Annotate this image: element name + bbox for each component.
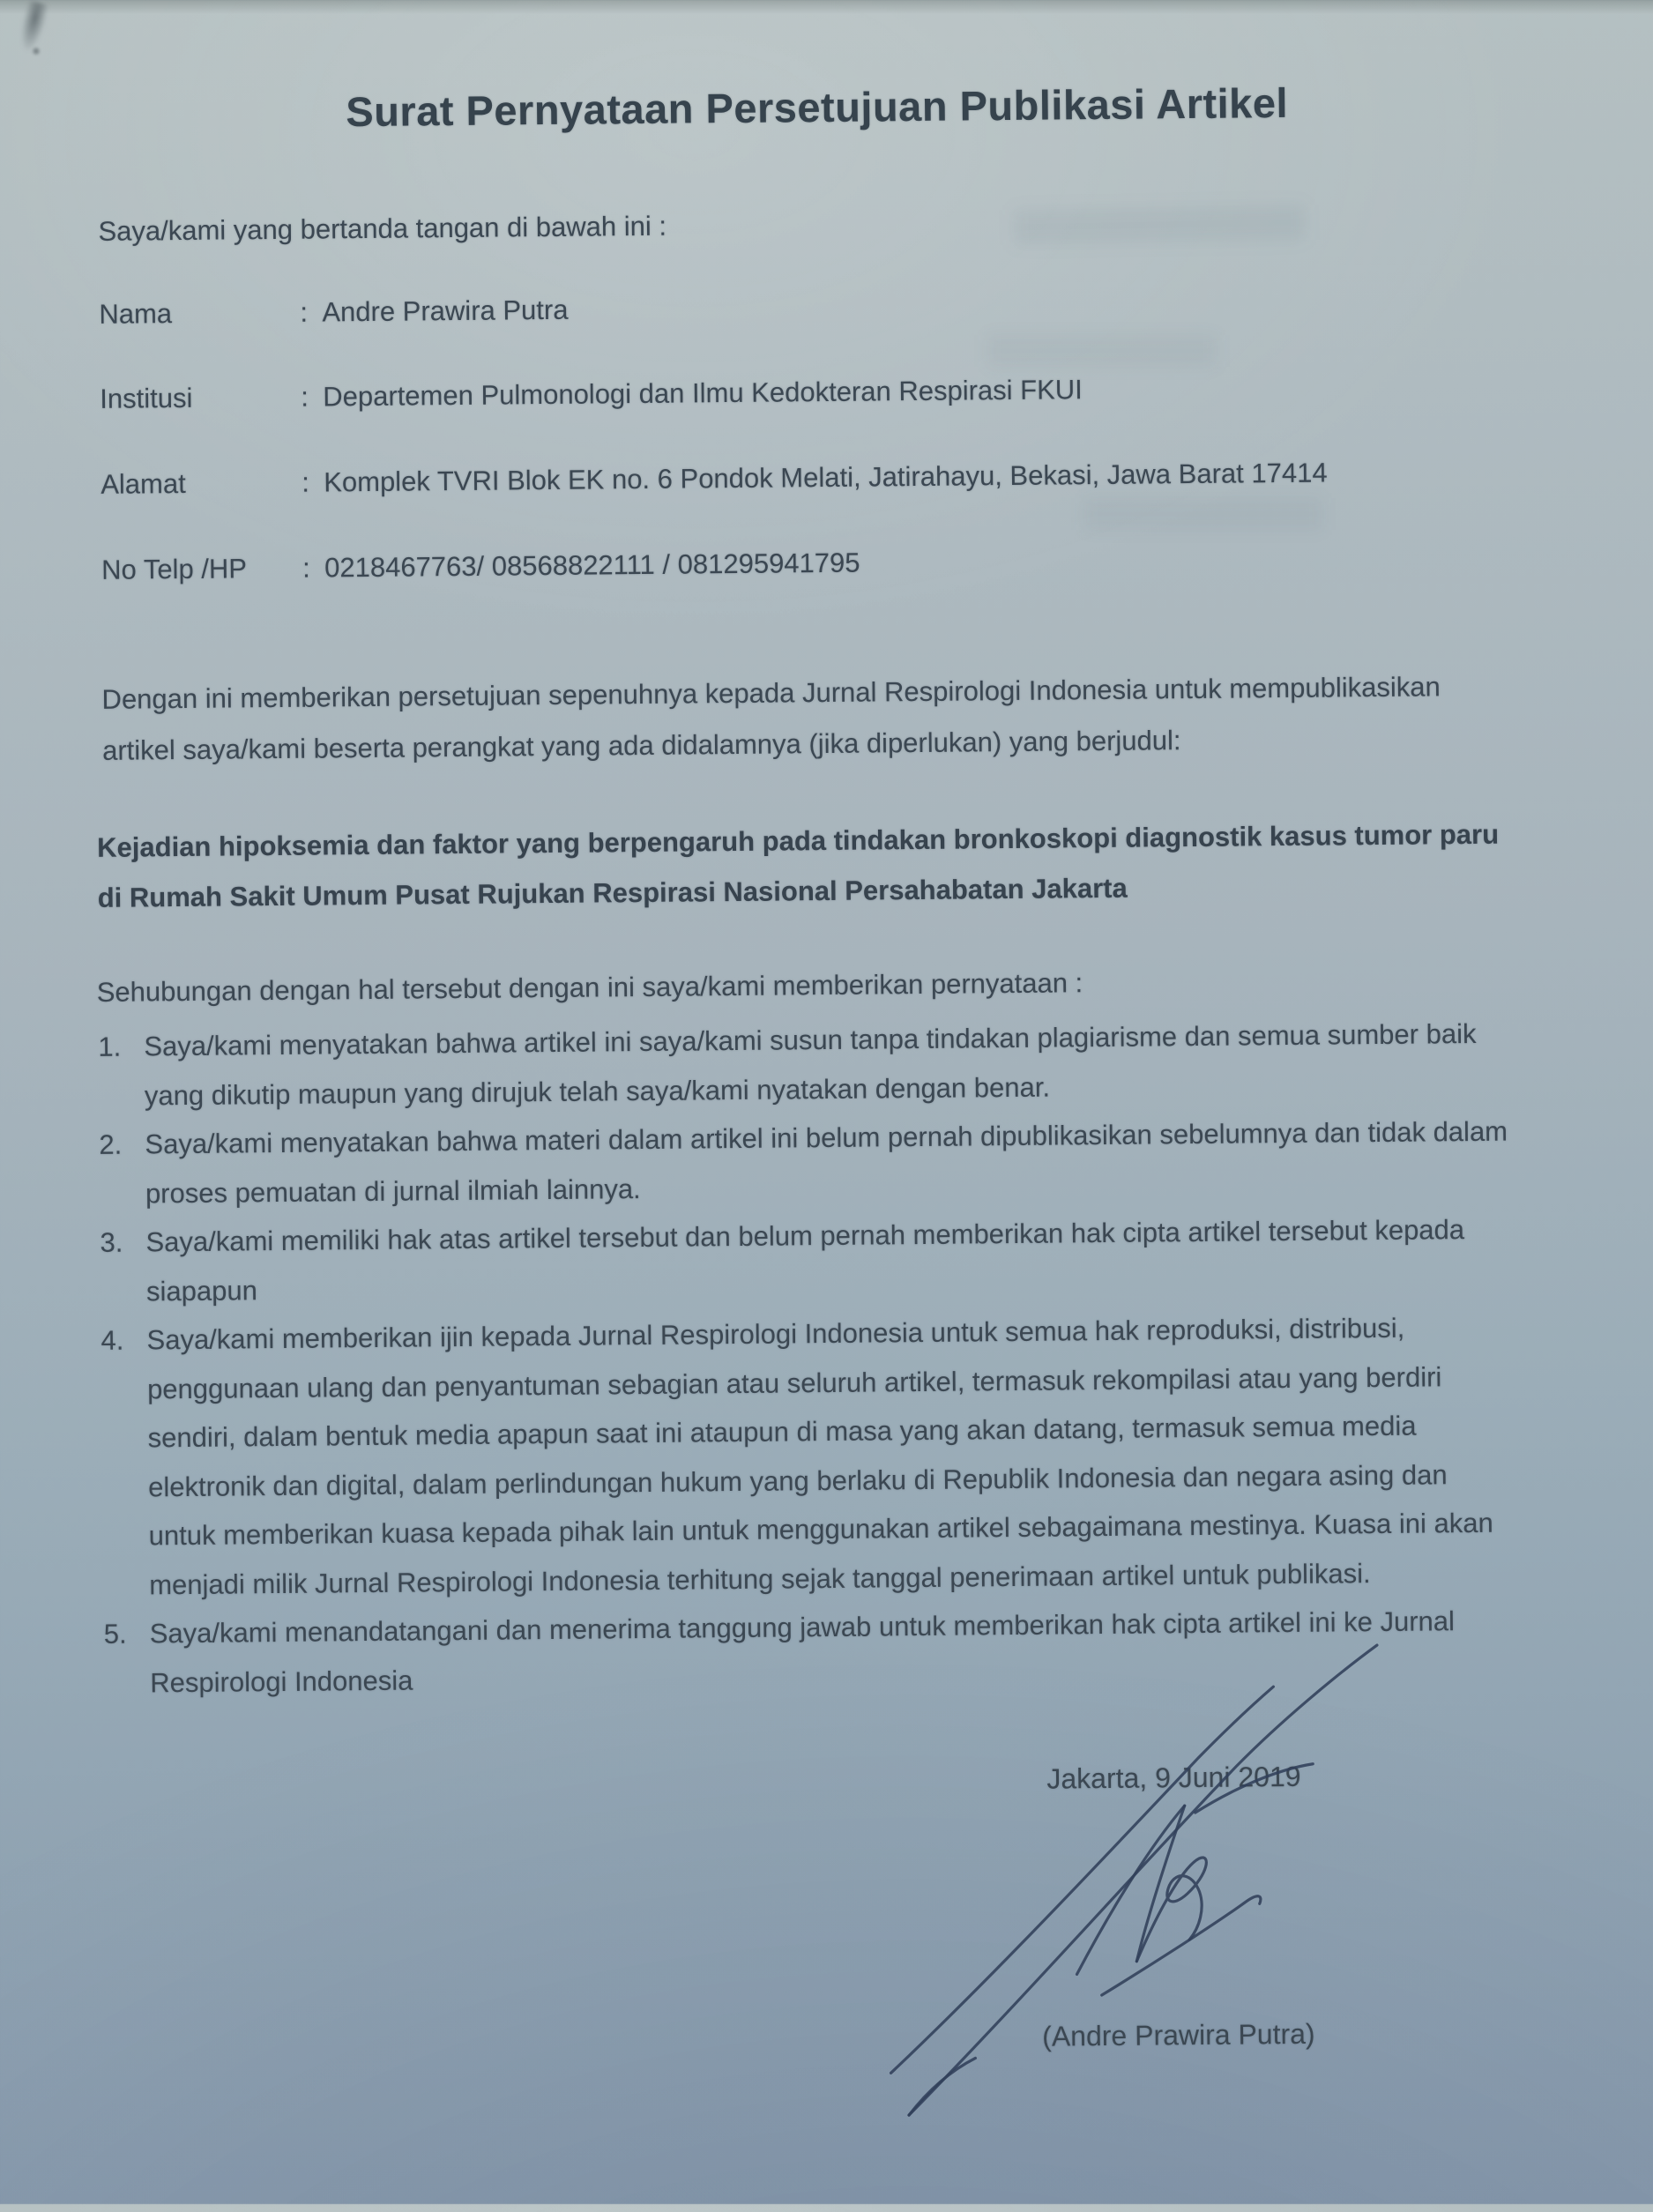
field-colon: :: [301, 381, 309, 413]
opening-line: Saya/kami yang bertanda tangan di bawah ini :: [98, 210, 667, 247]
field-label: Nama: [99, 298, 173, 330]
statement-number: 4.: [101, 1324, 124, 1356]
statement-text: Saya/kami menyatakan bahwa materi dalam artikel ini belum pernah dipublikasikan sebelumnya dan tidak dalam proses pemuatan di jurnal ilmiah lainnya.: [145, 1115, 1508, 1209]
statement-number: 1.: [98, 1031, 122, 1062]
statement-intro: Sehubungan dengan hal tersebut dengan ini saya/kami memberikan pernyataan :: [96, 967, 1083, 1008]
statement-text: Saya/kami menandatangani dan menerima tanggung jawab untuk memberikan hak cipta artikel ini ke Jurnal Respirologi Indonesia: [149, 1605, 1456, 1698]
field-label: Institusi: [100, 382, 193, 414]
statement-text: Saya/kami memberikan ijin kepada Jurnal Respirologi Indonesia untuk semua hak reproduksi, distribusi, penggunaan ulang dan penyantuman sebagian atau seluruh artikel, termasuk rekompilasi atau yang berdiri sendiri, dalam bentuk media apapun saat ini ataupun di masa yang akan datang, termasuk semua media elektronik dan digital, dalam perlindungan hukum yang berlaku di Republik Indonesia dan negara asing dan untuk memberikan kuasa kepada pihak lain untuk menggunakan artikel sebagaimana mestinya. Kuasa ini akan menjadi milik Jurnal Respirologi Indonesia terhitung sejak tanggal penerimaan artikel untuk publikasi.: [146, 1312, 1493, 1600]
consent-paragraph: Dengan ini memberikan persetujuan sepenuhnya kepada Jurnal Respirologi Indonesia untuk mempublikasikan artikel saya/kami beserta perangkat yang ada didalamnya (jika diperlukan) yang berjudul:: [101, 671, 1441, 766]
statement-text: Saya/kami menyatakan bahwa artikel ini saya/kami susun tanpa tindakan plagiarisme dan semua sumber baik yang dikutip maupun yang dirujuk telah saya/kami nyatakan dengan benar.: [144, 1017, 1477, 1111]
field-value: Departemen Pulmonologi dan Ilmu Kedokteran Respirasi FKUI: [323, 374, 1083, 413]
field-label: No Telp /HP: [101, 553, 248, 585]
statement-item: [100, 1205, 1511, 1316]
field-colon: :: [302, 552, 310, 584]
signed-name: (Andre Prawira Putra): [1042, 2017, 1315, 2052]
place-date: Jakarta, 9 Juni 2019: [1046, 1760, 1301, 1795]
statement-item: [99, 1107, 1510, 1218]
statement-list: [98, 1009, 1515, 1708]
statement-item: [101, 1303, 1514, 1610]
field-row-alamat: [101, 458, 1328, 501]
field-colon: :: [302, 466, 310, 498]
statement-item: [98, 1009, 1509, 1121]
field-colon: :: [300, 296, 309, 328]
article-title: Kejadian hipoksemia dan faktor yang berpengaruh pada tindakan bronkoskopi diagnostik kasus tumor paru di Rumah Sakit Umum Pusat Rujukan Respirasi Nasional Persahabatan Jakarta: [97, 818, 1500, 913]
field-value: 0218467763/ 08568822111 / 081295941795: [324, 547, 860, 584]
statement-number: 5.: [103, 1618, 127, 1650]
letter-title: Surat Pernyataan Persetujuan Publikasi Artikel: [346, 78, 1289, 136]
field-row-no-telp: [101, 547, 860, 586]
field-value: Andre Prawira Putra: [322, 294, 569, 328]
field-row-institusi: [100, 374, 1083, 415]
statement-text: Saya/kami memiliki hak atas artikel tersebut dan belum pernah memberikan hak cipta artikel tersebut kepada siapapun: [145, 1214, 1465, 1307]
field-value: Komplek TVRI Blok EK no. 6 Pondok Melati, Jatirahayu, Bekasi, Jawa Barat 17414: [324, 457, 1328, 498]
statement-number: 3.: [100, 1226, 123, 1258]
field-label: Alamat: [101, 467, 186, 500]
statement-number: 2.: [99, 1128, 123, 1160]
field-row-nama: [99, 294, 568, 331]
statement-item: [103, 1597, 1515, 1708]
